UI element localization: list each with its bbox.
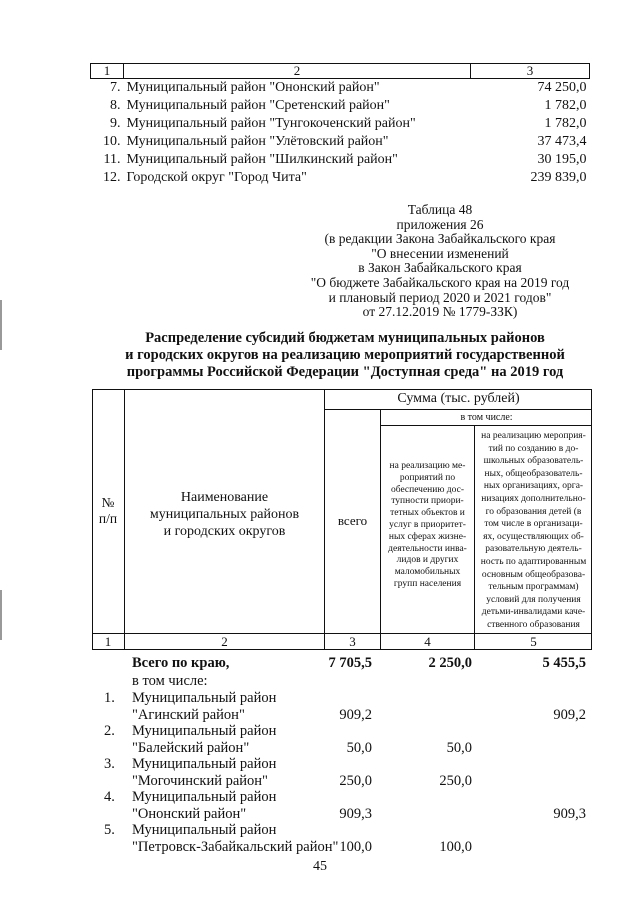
row-name: Муниципальный район "Ононский район" <box>126 80 380 95</box>
header-incl: в том числе: <box>460 412 513 423</box>
title-line: и городских округов на реализацию мероприятий государственной <box>125 347 565 363</box>
col-number: 3 <box>349 634 356 649</box>
top-continuation-table <box>90 63 590 187</box>
caption-line: "О внесении изменений <box>371 245 509 261</box>
col-number: 5 <box>530 634 537 649</box>
row-name: Муниципальный район "Тунгокоченский район" <box>126 116 416 131</box>
row-name-line2: "Балейский район" <box>132 740 250 756</box>
row-total: 100,0 <box>339 839 372 855</box>
row-name-line1: Муниципальный район <box>132 789 277 805</box>
row-total: 250,0 <box>339 773 372 789</box>
main-table-header <box>92 389 592 649</box>
total-a: 2 250,0 <box>428 655 472 671</box>
row-a: 50,0 <box>446 740 472 756</box>
header-sum: Сумма (тыс. рублей) <box>397 391 520 406</box>
table-header-row <box>91 64 590 79</box>
row-name-line1: Муниципальный район <box>132 723 277 739</box>
header-cell: 1 <box>91 64 124 79</box>
total-b: 5 455,5 <box>542 655 586 671</box>
table-row <box>91 151 590 169</box>
caption-line: "О бюджете Забайкальского края на 2019 год <box>310 274 570 290</box>
row-number: 2. <box>104 723 115 739</box>
scan-edge-mark <box>0 300 2 350</box>
total-label: Всего по краю, <box>132 655 230 671</box>
row-total: 50,0 <box>346 740 372 756</box>
caption-line: приложения 26 <box>396 216 484 232</box>
row-number: 9. <box>110 116 121 131</box>
title-line: программы Российской Федерации "Доступная среда" на 2019 год <box>126 364 564 380</box>
header-cell: 3 <box>471 64 590 79</box>
row-b: 909,3 <box>553 806 586 822</box>
row-b: 909,2 <box>553 707 586 723</box>
table-caption <box>300 203 580 320</box>
header-name-col: Наименование муниципальных районов и городских округов <box>149 490 300 539</box>
row-number: 1. <box>104 690 115 706</box>
row-name-line1: Муниципальный район <box>132 756 277 772</box>
col-number: 2 <box>221 634 228 649</box>
row-number: 11. <box>103 152 121 167</box>
row-name: Муниципальный район "Шилкинский район" <box>126 152 398 167</box>
row-number: 8. <box>110 98 121 113</box>
caption-line: от 27.12.2019 № 1779-ЗЗК) <box>362 304 518 320</box>
row-value: 30 195,0 <box>537 152 587 167</box>
caption-line: в Закон Забайкальского края <box>358 260 522 276</box>
header-col-b: на реализацию мероприя- тий по созданию в до- школьных образователь- ных, общеобразователь- ных организациях, орга- низациях дополнительно- го образования детей (в том числе в организаци- ях, осуществляющих об- разовательную деятель- ность по адаптированным основным общеобразова- тельным программам) условий для получения детьми-инвалидами каче- ственного образования <box>480 431 587 630</box>
scan-edge-mark <box>0 590 2 640</box>
row-name-line2: "Петровск-Забайкальский район" <box>132 839 339 855</box>
row-name-line2: "Агинский район" <box>132 707 245 723</box>
row-number: 4. <box>104 789 115 805</box>
header-total-col: всего <box>337 513 368 528</box>
row-name: Городской округ "Город Чита" <box>126 170 307 185</box>
row-a: 250,0 <box>439 773 472 789</box>
page-number: 45 <box>313 859 327 874</box>
row-total: 909,3 <box>339 806 372 822</box>
row-value: 37 473,4 <box>537 134 587 149</box>
table-row <box>91 115 590 133</box>
row-value: 1 782,0 <box>544 98 587 113</box>
row-number: 12. <box>103 170 121 185</box>
table-row <box>91 79 590 98</box>
row-name-line1: Муниципальный район <box>132 690 277 706</box>
row-number: 3. <box>104 756 115 772</box>
row-name-line2: "Могочинский район" <box>132 773 268 789</box>
row-name: Муниципальный район "Улётовский район" <box>126 134 389 149</box>
caption-line: и плановый период 2020 и 2021 годов" <box>328 289 552 305</box>
header-number-col: № п/п <box>98 495 118 526</box>
row-name-line2: "Ононский район" <box>132 806 247 822</box>
incl-label: в том числе: <box>132 673 208 689</box>
total-value: 7 705,5 <box>328 655 372 671</box>
row-value: 74 250,0 <box>537 80 587 95</box>
header-cell: 2 <box>124 64 471 79</box>
table-row <box>91 169 590 187</box>
row-name: Муниципальный район "Сретенский район" <box>126 98 390 113</box>
row-number: 5. <box>104 822 115 838</box>
row-name-line1: Муниципальный район <box>132 822 277 838</box>
row-number: 7. <box>110 80 121 95</box>
title-line: Распределение субсидий бюджетам муниципальных районов <box>145 330 545 346</box>
row-number: 10. <box>103 134 121 149</box>
document-title <box>95 330 595 381</box>
header-col-a: на реализацию ме- роприятий по обеспечению дос- тупности приори- тетных объектов и услуг в приоритет- ных сферах жизне- деятельности инва- лидов и других маломобильных групп населения <box>388 461 467 589</box>
caption-line: Таблица 48 <box>407 202 473 217</box>
col-number: 4 <box>424 634 431 649</box>
table-row <box>91 97 590 115</box>
row-value: 1 782,0 <box>544 116 587 131</box>
row-value: 239 839,0 <box>530 170 587 185</box>
caption-line: (в редакции Закона Забайкальского края <box>324 231 556 247</box>
table-row <box>91 133 590 151</box>
row-a: 100,0 <box>439 839 472 855</box>
row-total: 909,2 <box>339 707 372 723</box>
col-number: 1 <box>104 634 112 649</box>
